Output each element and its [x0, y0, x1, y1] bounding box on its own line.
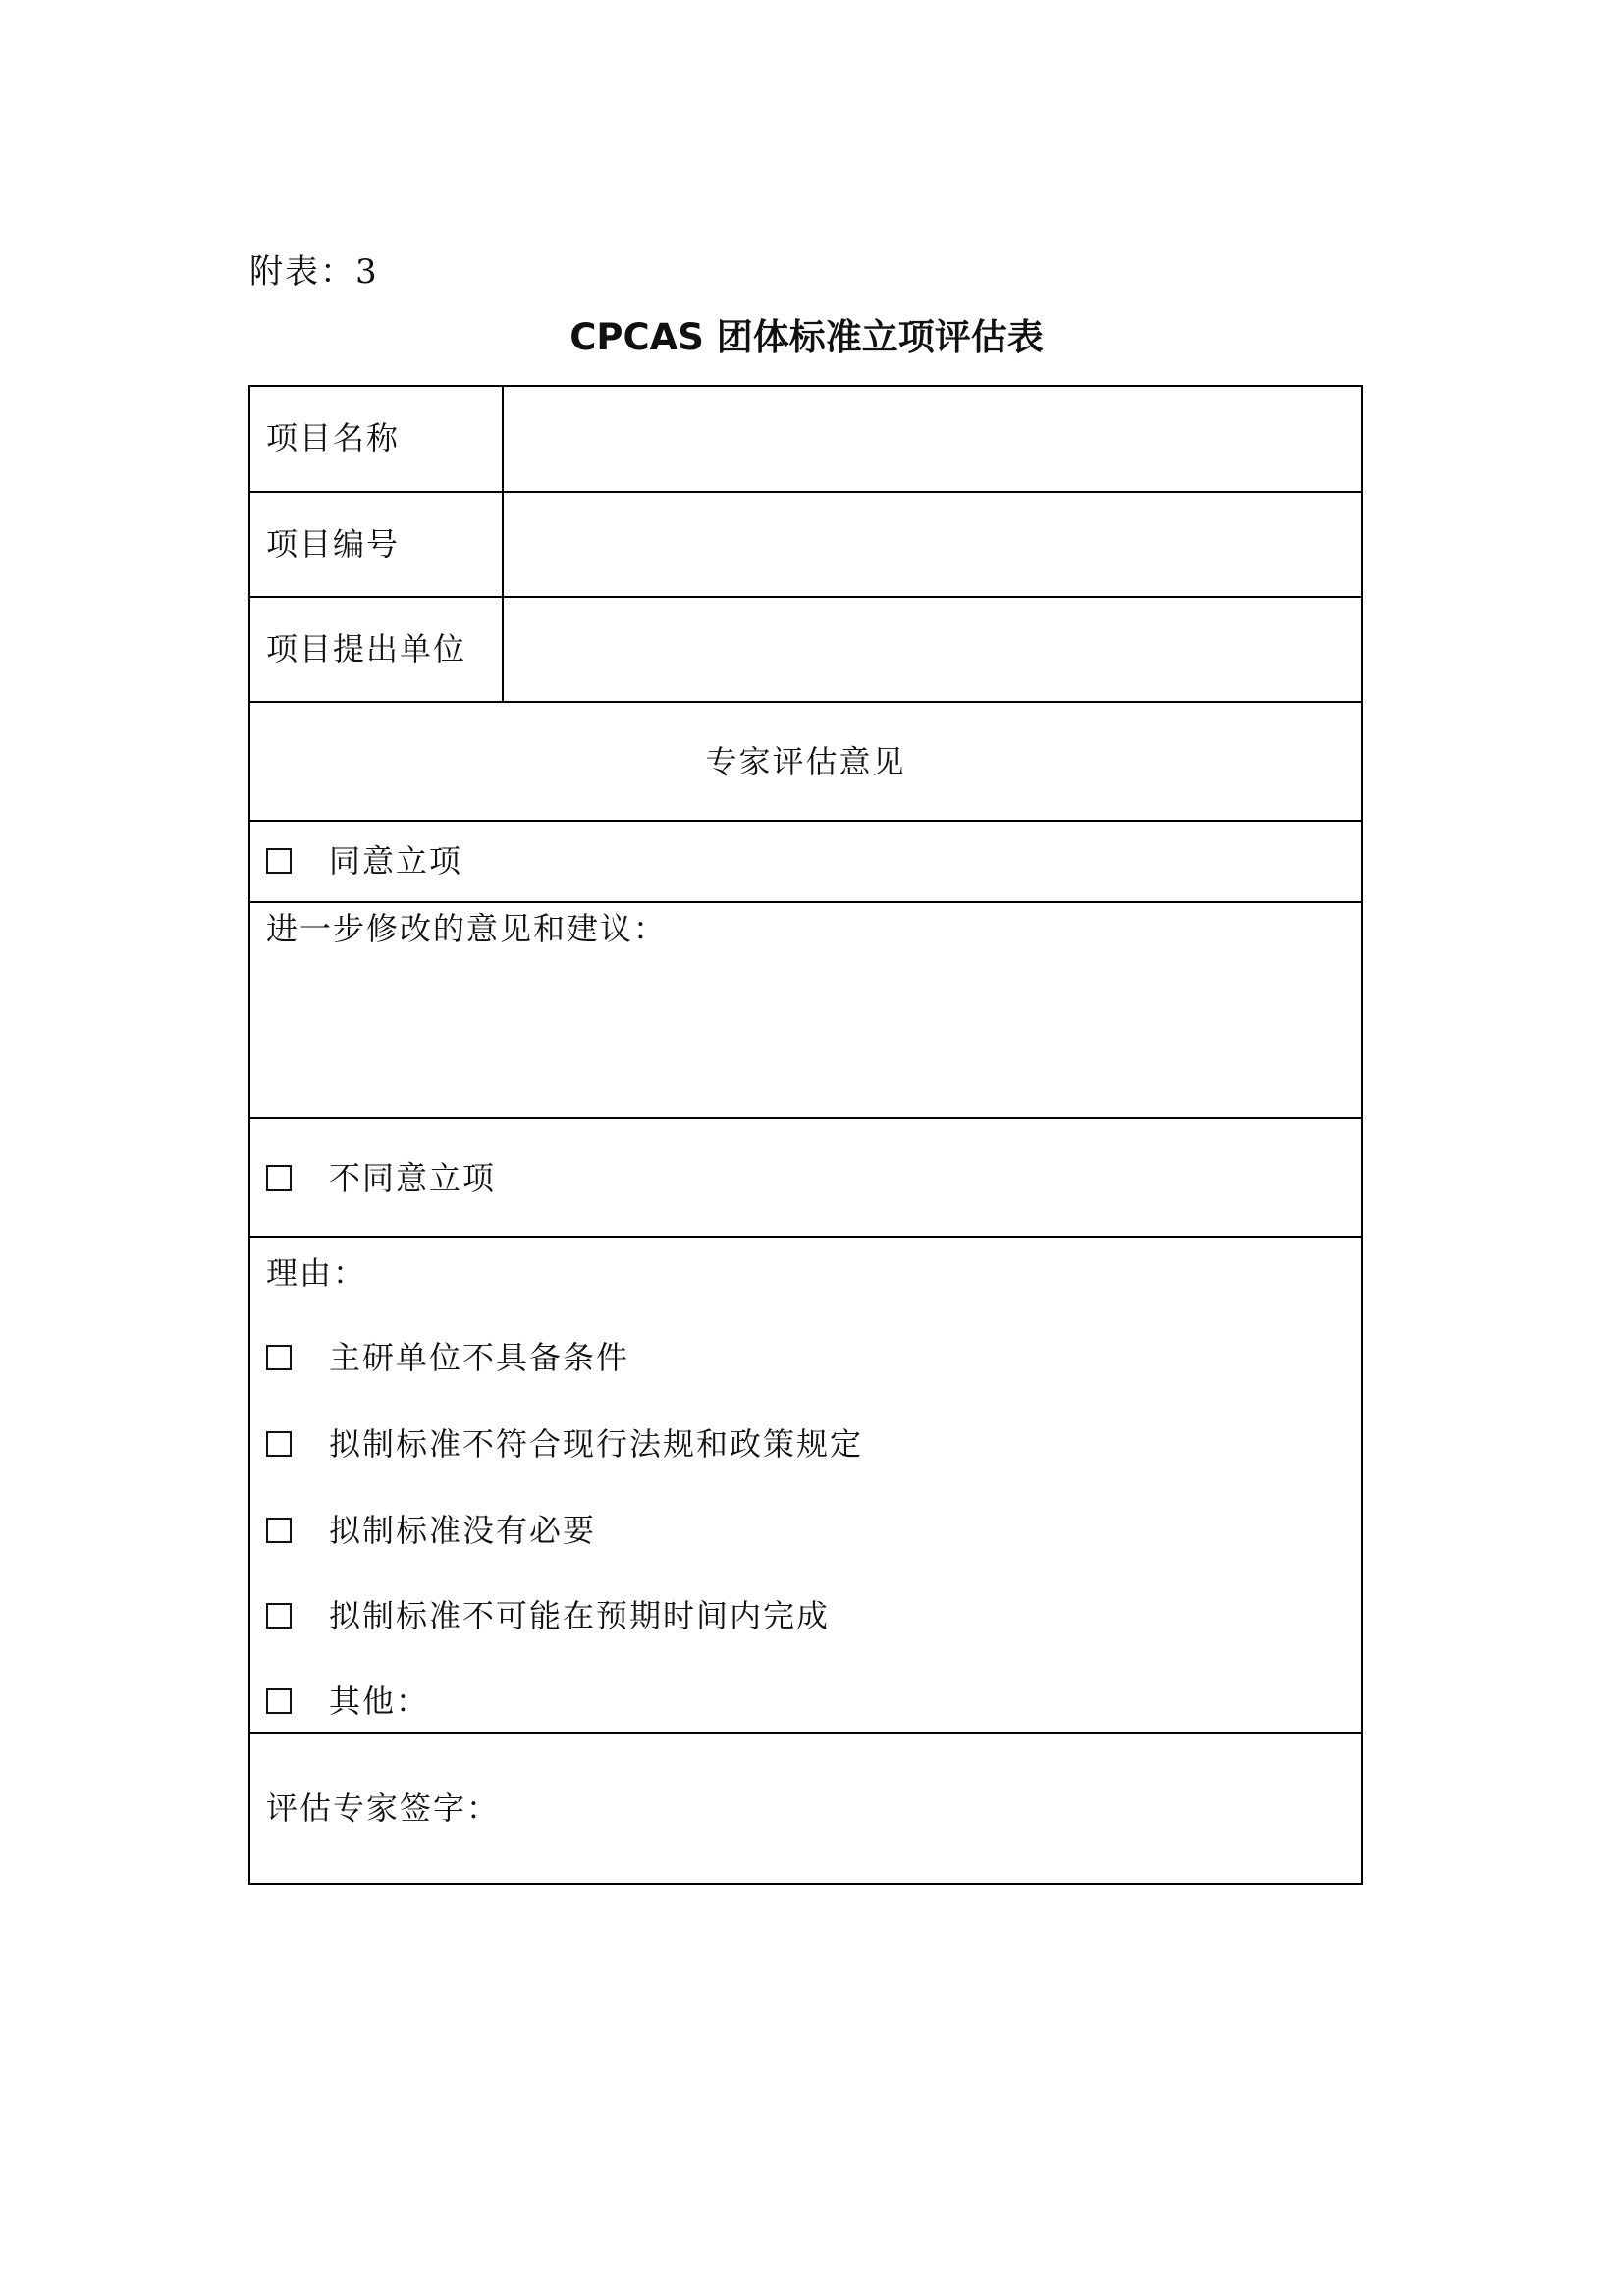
- row-signature: [250, 1734, 1361, 1883]
- reason-checkbox[interactable]: [266, 1688, 292, 1714]
- reason-checkbox[interactable]: [266, 1431, 292, 1457]
- project-name-field[interactable]: [504, 387, 1361, 491]
- disagree-checkbox[interactable]: [266, 1165, 292, 1191]
- row-expert-opinion: [250, 703, 1361, 822]
- reason-item[interactable]: [266, 1682, 429, 1721]
- agree-option-label: 同意立项: [329, 842, 463, 880]
- annex-label: 附表：3: [249, 252, 379, 292]
- disagree-option[interactable]: [266, 1158, 496, 1198]
- expert-opinion-heading: 专家评估意见: [705, 743, 906, 780]
- reason-item[interactable]: [266, 1596, 830, 1635]
- project-unit-label: 项目提出单位: [266, 630, 467, 667]
- reason-label: 理由：: [266, 1255, 367, 1292]
- reason-item-label: 拟制标准不符合现行法规和政策规定: [329, 1425, 864, 1463]
- document-title: CPCAS 团体标准立项评估表: [569, 316, 1044, 358]
- agree-checkbox[interactable]: [266, 848, 292, 874]
- reason-checkbox[interactable]: [266, 1345, 292, 1370]
- reason-item-label: 拟制标准不可能在预期时间内完成: [329, 1597, 831, 1634]
- agree-option[interactable]: [266, 841, 462, 881]
- disagree-option-label: 不同意立项: [329, 1159, 497, 1197]
- reason-item[interactable]: [266, 1424, 863, 1464]
- further-suggestions-label: 进一步修改的意见和建议：: [266, 910, 668, 947]
- row-project-unit: [250, 598, 1361, 703]
- row-reasons: [250, 1238, 1361, 1734]
- project-number-field[interactable]: [504, 493, 1361, 596]
- signature-label: 评估专家签字：: [266, 1789, 501, 1827]
- row-further-suggestions: [250, 903, 1361, 1119]
- project-number-label: 项目编号: [266, 525, 401, 562]
- reason-item-label: 主研单位不具备条件: [329, 1339, 630, 1376]
- reason-checkbox[interactable]: [266, 1518, 292, 1543]
- row-disagree: [250, 1119, 1361, 1238]
- reason-item-label: 拟制标准没有必要: [329, 1512, 597, 1549]
- reason-item[interactable]: [266, 1338, 629, 1377]
- reason-item[interactable]: [266, 1511, 596, 1550]
- reason-item-label: 其他：: [329, 1682, 430, 1720]
- reason-checkbox[interactable]: [266, 1603, 292, 1629]
- row-project-name: [250, 387, 1361, 493]
- row-agree: [250, 822, 1361, 903]
- project-name-label: 项目名称: [266, 419, 401, 456]
- project-unit-field[interactable]: [504, 598, 1361, 701]
- row-project-number: [250, 493, 1361, 598]
- evaluation-form: [248, 385, 1363, 1885]
